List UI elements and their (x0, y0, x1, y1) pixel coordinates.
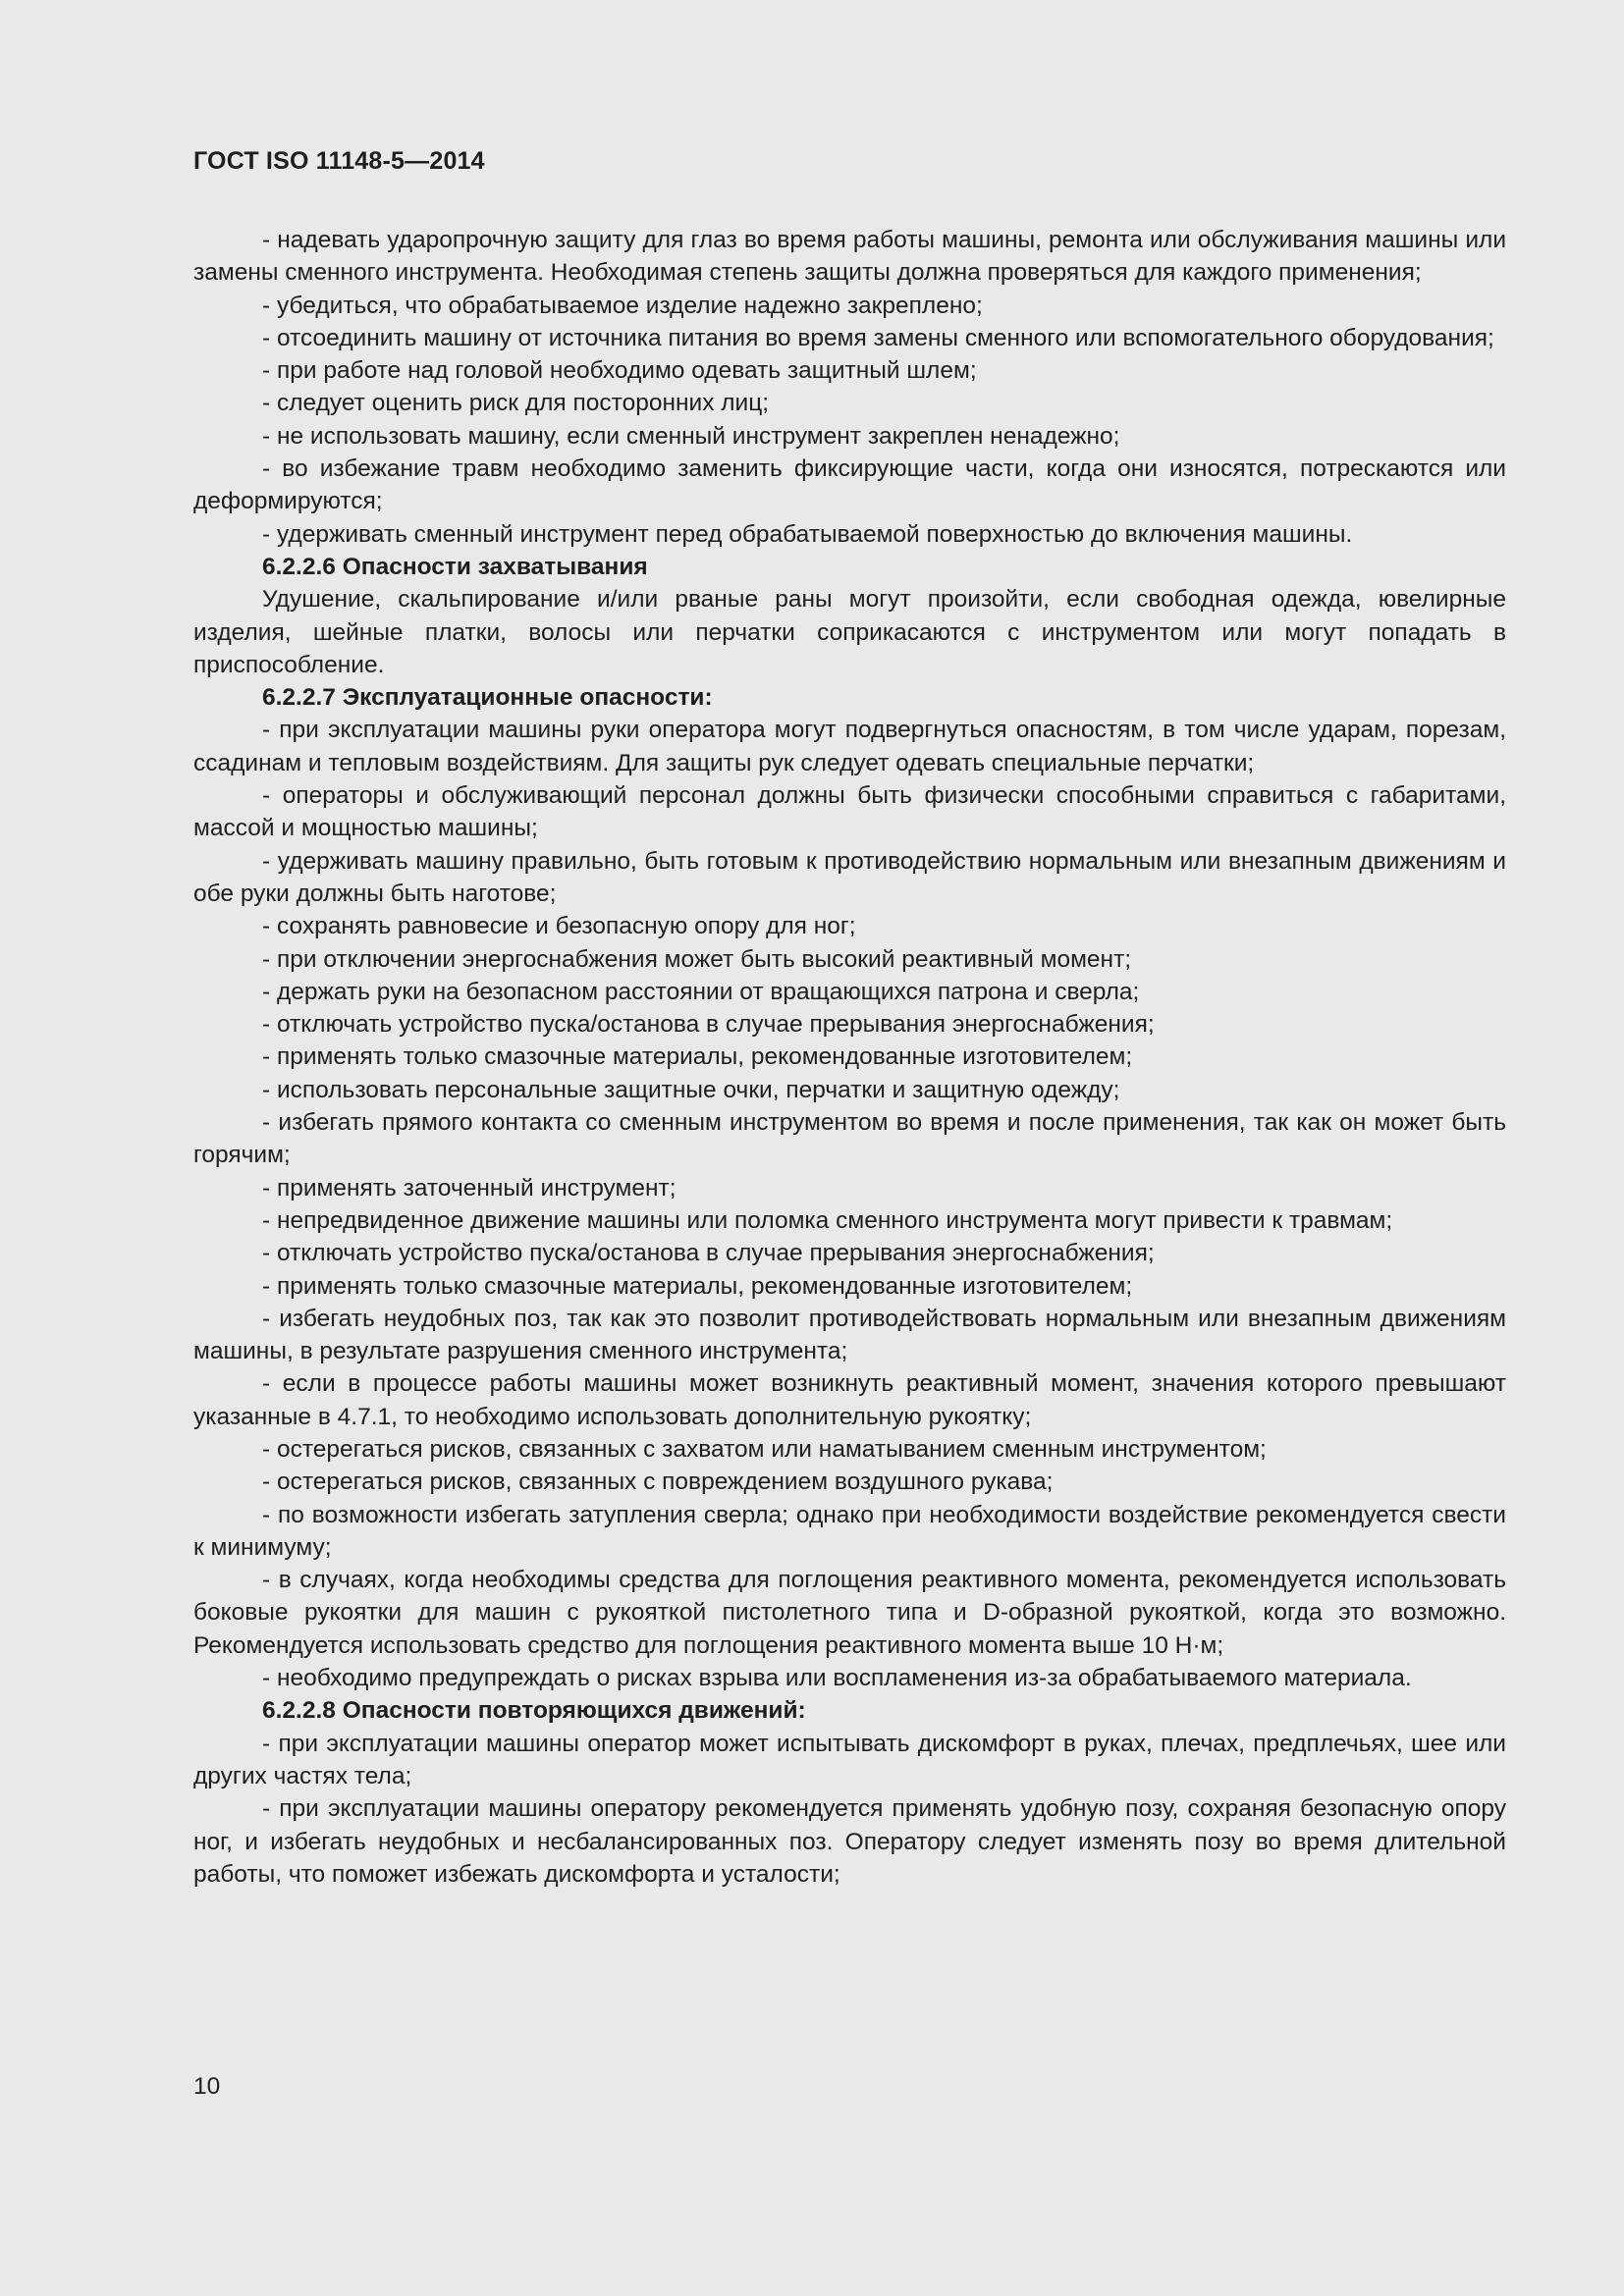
list-item: - применять только смазочные материалы, рекомендованные изготовителем; (262, 1043, 1133, 1071)
list-item: - необходимо предупреждать о рисках взрыва или воспламенения из-за обрабатываемого материала. (262, 1665, 1412, 1692)
list-item: - следует оценить риск для посторонних лиц; (262, 390, 770, 417)
list-item: - операторы и обслуживающий персонал должны быть физически способными справиться с габаритами, массой и мощностью машины; (193, 782, 1506, 842)
list-item: - не использовать машину, если сменный инструмент закреплен ненадежно; (262, 422, 1120, 450)
list-item: - при эксплуатации машины оператор может испытывать дискомфорт в руках, плечах, предплечьях, шее или других частях тела; (193, 1730, 1506, 1789)
page-number: 10 (193, 2073, 221, 2100)
list-item: - при эксплуатации машины руки оператора могут подвергнуться опасностям, в том числе ударам, порезам, ссадинам и тепловым воздействиям. Для защиты рук следует одевать специальные перчатки; (193, 717, 1506, 776)
list-item: - при отключении энергоснабжения может быть высокий реактивный момент; (262, 945, 1132, 973)
list-item: - остерегаться рисков, связанных с повреждением воздушного рукава; (262, 1468, 1054, 1496)
list-item: - отсоединить машину от источника питания во время замены сменного или вспомогательного оборудования; (262, 324, 1494, 351)
list-item: - избегать прямого контакта со сменным инструментом во время и после применения, так как он может быть горячим; (193, 1109, 1506, 1169)
list-item: - надевать ударопрочную защиту для глаз во время работы машины, ремонта или обслуживания машины или замены сменного инструмента. Необходимая степень защиты должна проверяться для каждого применения; (193, 227, 1506, 287)
list-item: - использовать персональные защитные очки, перчатки и защитную одежду; (262, 1076, 1120, 1103)
paragraph: Удушение, скальпирование и/или рваные раны могут произойти, если свободная одежда, ювелирные изделия, шейные платки, волосы или перчатки соприкасаются с инструментом или могут попадать в приспособление. (193, 586, 1506, 678)
list-item: - непредвиденное движение машины или поломка сменного инструмента могут привести к травмам; (262, 1206, 1393, 1234)
list-item: - если в процессе работы машины может возникнуть реактивный момент, значения которого превышают указанные в 4.7.1, то необходимо использовать дополнительную рукоятку; (193, 1370, 1506, 1430)
list-item: - при работе над головой необходимо одевать защитный шлем; (262, 357, 977, 385)
list-item: - избегать неудобных поз, так как это позволит противодействовать нормальным или внезапным движениям машины, в результате разрушения сменного инструмента; (193, 1305, 1506, 1365)
document-header: ГОСТ ISO 11148-5—2014 (193, 147, 485, 175)
list-item: - держать руки на безопасном расстоянии от вращающихся патрона и сверла; (262, 978, 1140, 1005)
document-body (193, 224, 1506, 1891)
list-item: - по возможности избегать затупления сверла; однако при необходимости воздействие рекомендуется свести к минимуму; (193, 1501, 1506, 1561)
list-item: - в случаях, когда необходимы средства для поглощения реактивного момента, рекомендуется использовать боковые рукоятки для машин с рукояткой пистолетного типа и D-образной рукояткой, когда это возможно. Рекомендуется использовать средство для поглощения реактивного момента выше 10 Н·м; (193, 1567, 1506, 1659)
list-item: - во избежание травм необходимо заменить фиксирующие части, когда они износятся, потрескаются или деформируются; (193, 455, 1506, 515)
list-item: - сохранять равновесие и безопасную опору для ног; (262, 913, 856, 940)
list-item: - убедиться, что обрабатываемое изделие надежно закреплено; (262, 292, 983, 319)
list-item: - отключать устройство пуска/останова в случае прерывания энергоснабжения; (262, 1011, 1155, 1039)
list-item: - удерживать машину правильно, быть готовым к противодействию нормальным или внезапным движениям и обе руки должны быть наготове; (193, 847, 1506, 907)
list-item: - применять только смазочные материалы, рекомендованные изготовителем; (262, 1272, 1133, 1300)
list-item: - применять заточенный инструмент; (262, 1174, 677, 1201)
list-item: - остерегаться рисков, связанных с захватом или наматыванием сменным инструментом; (262, 1435, 1267, 1463)
list-item: - удерживать сменный инструмент перед обрабатываемой поверхностью до включения машины. (262, 520, 1353, 548)
section-heading: 6.2.2.8 Опасности повторяющихся движений: (262, 1697, 806, 1725)
list-item: - при эксплуатации машины оператору рекомендуется применять удобную позу, сохраняя безопасную опору ног, и избегать неудобных и несбалансированных поз. Оператору следует изменять позу во время длительной работы, что поможет избежать дискомфорта и усталости; (193, 1795, 1506, 1888)
section-heading: 6.2.2.7 Эксплуатационные опасности: (262, 684, 713, 712)
section-heading: 6.2.2.6 Опасности захватывания (262, 553, 648, 580)
list-item: - отключать устройство пуска/останова в случае прерывания энергоснабжения; (262, 1240, 1155, 1267)
